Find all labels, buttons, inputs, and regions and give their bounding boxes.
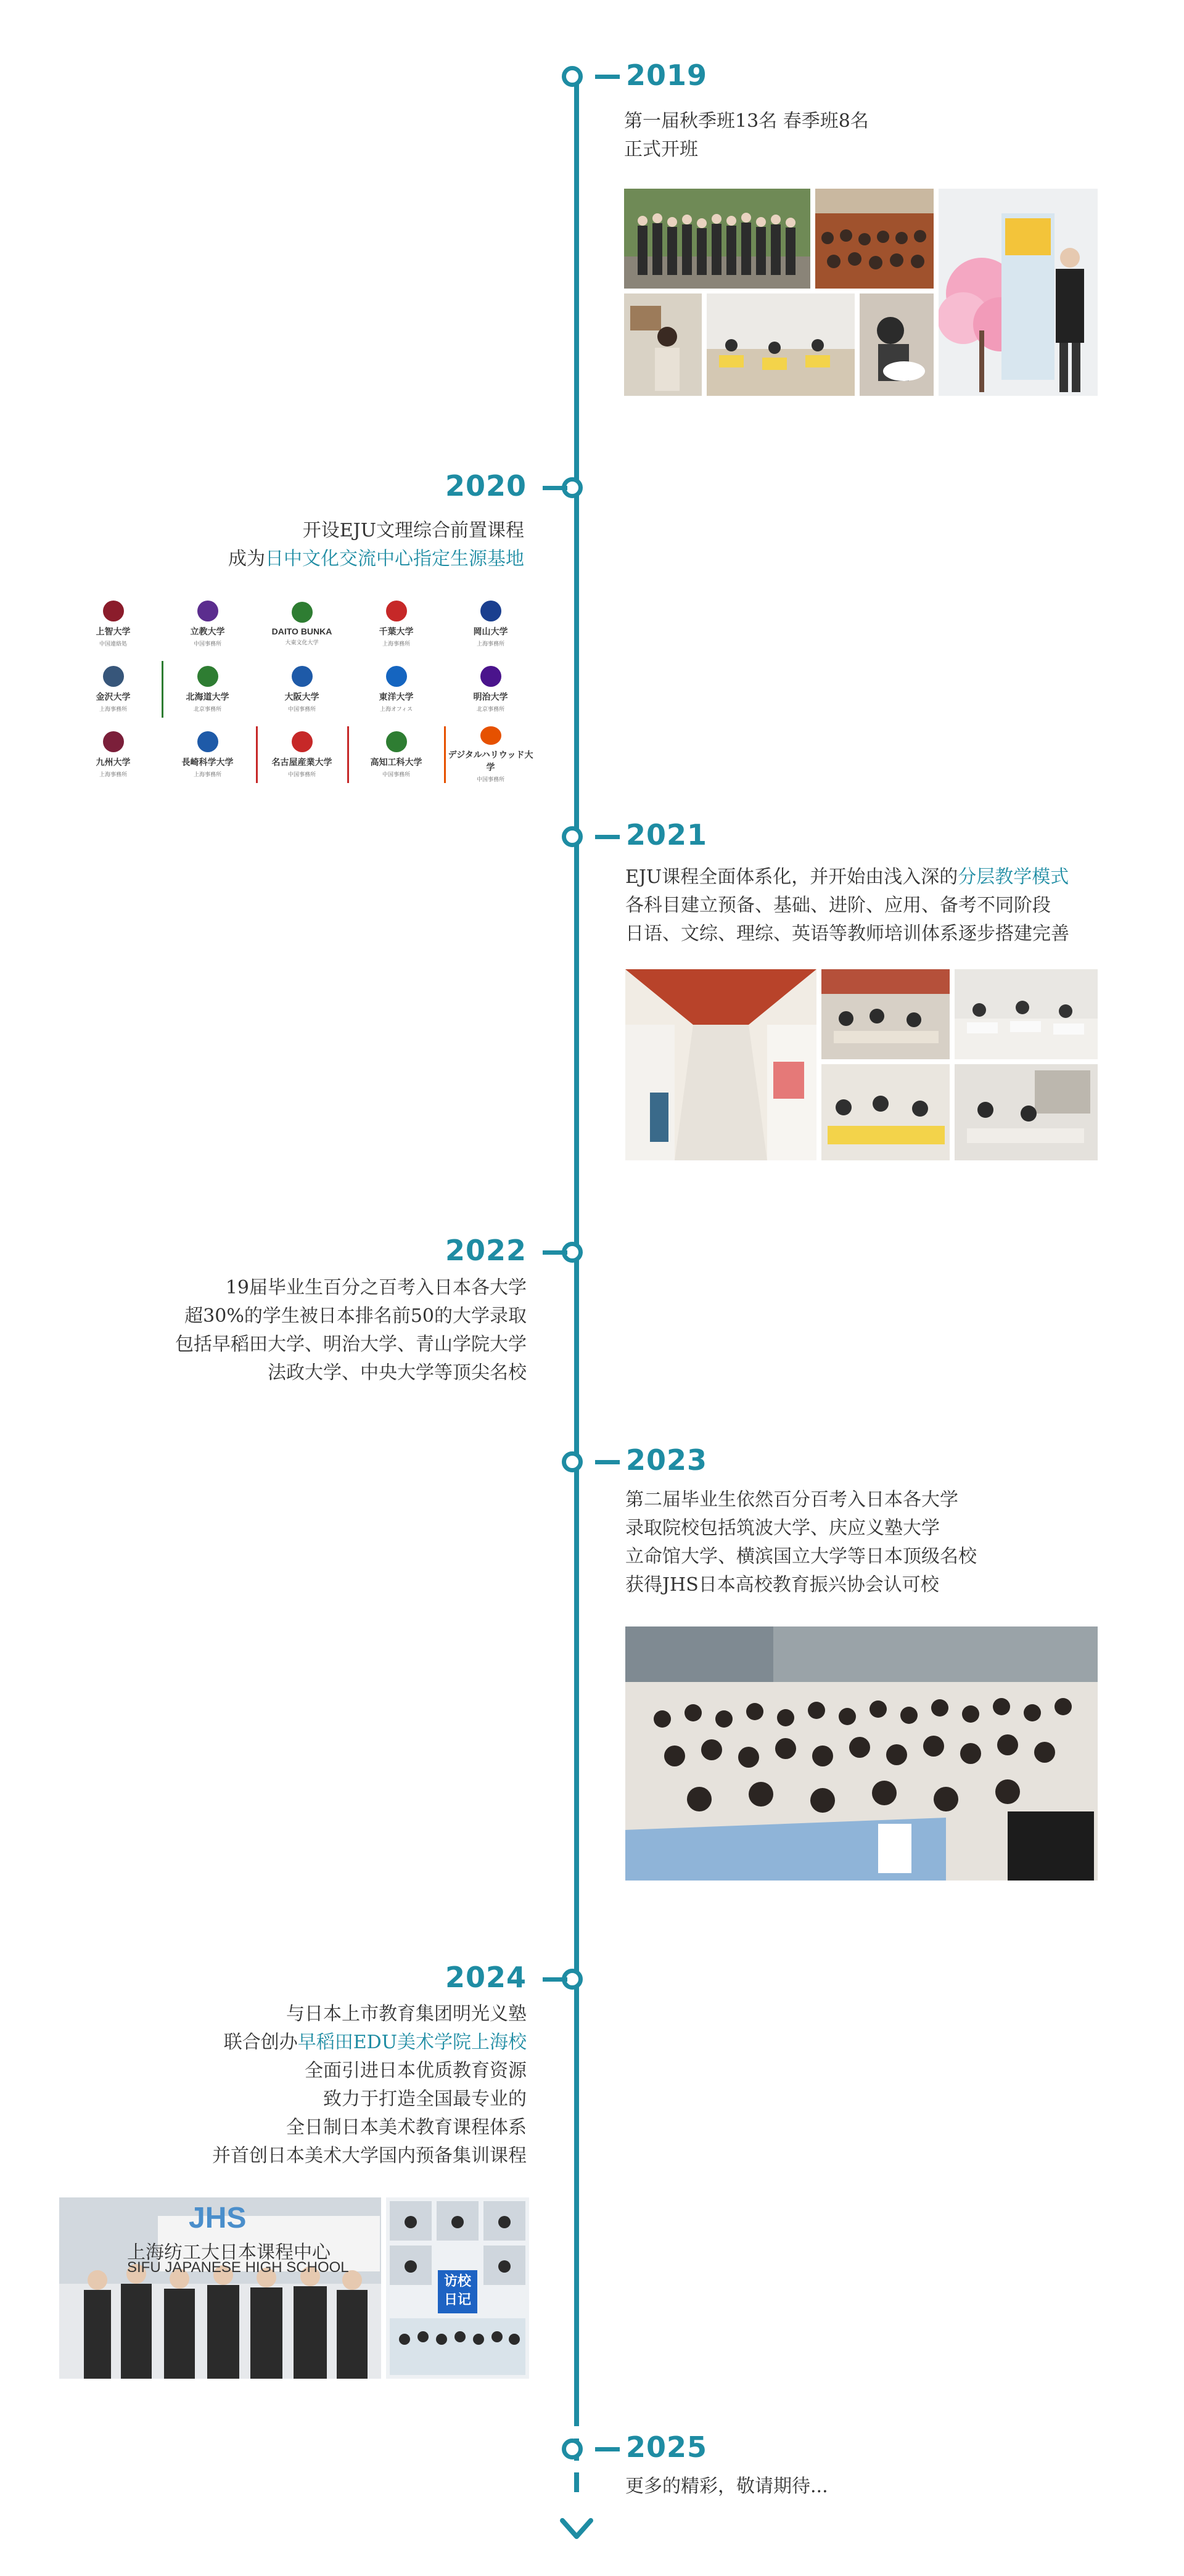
cake-photo [860, 293, 934, 396]
timeline-node [562, 2439, 583, 2459]
logo-hokkaido: 北海道大学 北京事務所 [163, 661, 252, 718]
timeline-tick [595, 75, 620, 79]
logo-chiba: 千葉大学 上海事務所 [352, 596, 440, 652]
timeline-tick [543, 1977, 567, 1982]
description-2019: 第一届秋季班13名 春季班8名 正式开班 [624, 110, 869, 160]
description-2020: 开设EJU文理综合前置课程 成为日中文化交流中心指定生源基地 [228, 520, 524, 570]
class-photo-4 [955, 1064, 1098, 1160]
logo-nagasaki: 長崎科学大学 上海事務所 [163, 726, 252, 783]
year-2019: 2019 [626, 59, 708, 92]
description-2022: 19届毕业生百分之百考入日本各大学 超30%的学生被日本排名前50的大学录取 包括早稻田大学、明治大学、青山学院大学 法政大学、中央大学等顶尖名校 [175, 1277, 527, 1384]
visit-diary-badge: 访校日记 [438, 2270, 477, 2313]
logo-sophia: 上智大学 中国連絡処 [69, 596, 157, 652]
visit-diary-collage [386, 2197, 529, 2379]
exam-room-photo [707, 293, 855, 396]
graduates-group-photo [625, 1626, 1098, 1881]
year-2025: 2025 [626, 2430, 708, 2464]
timeline-node [562, 66, 583, 87]
year-2020: 2020 [445, 469, 527, 502]
timeline-tick [595, 1460, 620, 1464]
year-2023: 2023 [626, 1443, 708, 1477]
timeline-tick [543, 1250, 567, 1255]
university-logo-wall [69, 596, 535, 786]
timeline-tick [595, 2447, 620, 2451]
logo-toyo: 東洋大学 上海オフィス [352, 661, 440, 718]
logo-osaka: 大阪大学 中国事務所 [258, 661, 346, 718]
logo-digital-hollywood: デジタルハリウッド大学 中国事務所 [446, 726, 535, 783]
logo-kyushu: 九州大学 上海事務所 [69, 726, 157, 783]
logo-meiji: 明治大学 北京事務所 [446, 661, 535, 718]
description-2024: 与日本上市教育集团明光义塾 联合创办早稻田EDU美术学院上海校 全面引进日本优质教育资源 致力于打造全国最专业的 全日制日本美术教育课程体系 并首创日本美术大学国内预备集训课程 [212, 2003, 527, 2167]
timeline-tick [595, 835, 620, 839]
logo-kanazawa: 金沢大学 上海事務所 [69, 661, 157, 718]
school-sign-cn: 上海纺工大日本课程中心 [127, 2242, 331, 2263]
logo-rikkyo: 立教大学 中国事務所 [163, 596, 252, 652]
class-photo-2 [955, 969, 1098, 1059]
school-sign-en: SIFU JAPANESE HIGH SCHOOL [127, 2259, 349, 2276]
teacher-poster-photo [939, 189, 1098, 396]
logo-nagoya-sangyo: 名古屋産業大学 中国事務所 [258, 726, 346, 783]
timeline-node [562, 826, 583, 847]
jhs-sign: JHS [189, 2202, 247, 2234]
classroom-photo [815, 189, 934, 289]
corridor-photo [625, 969, 816, 1160]
year-2024: 2024 [445, 1961, 527, 1994]
class-photo-3 [821, 1064, 950, 1160]
logo-daito-bunka: DAITO BUNKA 大東文化大学 [258, 596, 346, 652]
timeline-tick [543, 486, 567, 490]
partnership-photo [59, 2197, 381, 2379]
timeline-node [562, 1451, 583, 1472]
description-2025: 更多的精彩，敬请期待... [625, 2476, 828, 2497]
logo-divider [347, 726, 349, 783]
description-2023: 第二届毕业生依然百分百考入日本各大学 录取院校包括筑波大学、庆应义塾大学 立命馆大学、横滨国立大学等日本顶级名校 获得JHS日本高校教育振兴协会认可校 [625, 1489, 977, 1596]
student-photo [624, 293, 702, 396]
chevron-down-icon [559, 2509, 594, 2546]
timeline-dash [574, 2472, 579, 2492]
year-2022: 2022 [445, 1234, 527, 1267]
logo-okayama: 岡山大学 上海事務所 [446, 596, 535, 652]
logo-divider [444, 726, 446, 783]
class-photo-1 [821, 969, 950, 1059]
year-2021: 2021 [626, 818, 708, 851]
group-photo [624, 189, 810, 289]
description-2021: EJU课程全面体系化，并开始由浅入深的分层教学模式 各科目建立预备、基础、进阶、应用、备考不同阶段 日语、文综、理综、英语等教师培训体系逐步搭建完善 [625, 866, 1069, 945]
logo-kochi-tech: 高知工科大学 中国事務所 [352, 726, 440, 783]
